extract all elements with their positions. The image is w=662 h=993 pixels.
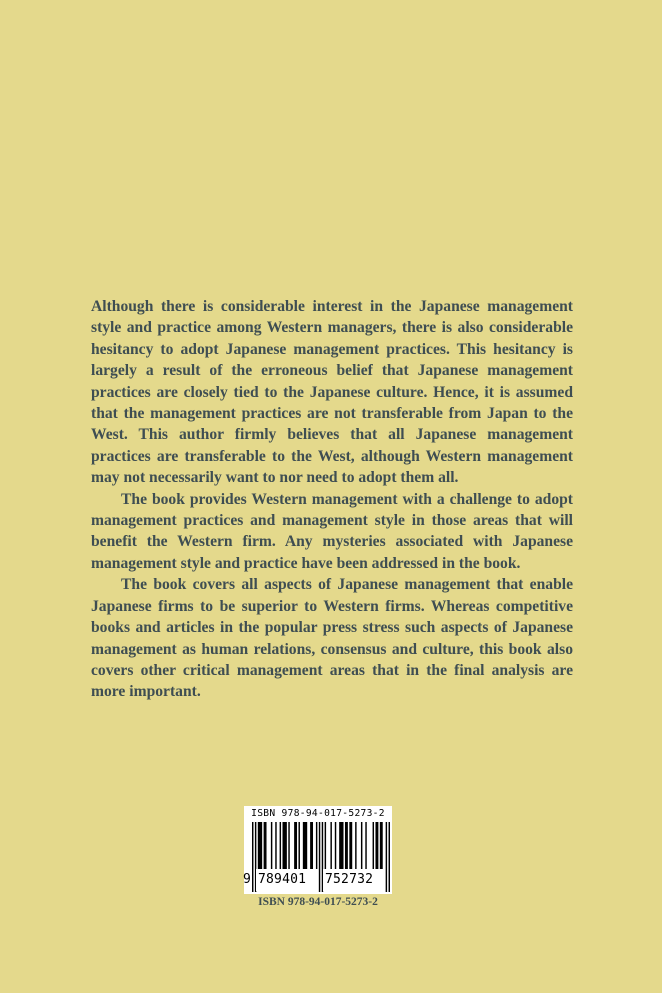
barcode-bar <box>335 822 336 870</box>
barcode-bar <box>280 822 281 870</box>
barcode-digit-lead: 9 <box>243 872 251 887</box>
barcode-bar <box>298 822 299 870</box>
barcode-bar <box>325 822 326 870</box>
barcode-bar <box>283 822 287 870</box>
barcode-bar <box>271 822 272 870</box>
isbn-label-top: ISBN 978-94-017-5273-2 <box>251 808 385 819</box>
barcode-bar <box>361 822 362 870</box>
barcode-bar <box>375 822 378 870</box>
barcode-digit-group-right: 752732 <box>323 869 385 891</box>
barcode-bar <box>365 822 366 870</box>
barcode-bar <box>310 822 313 870</box>
blurb-paragraph-2: The book provides Western management with a challenge to adopt management practices and management style in those areas that will benefit the Western firm. Any mysteries associated with Japanese management style and practice have been addressed in the book. <box>91 490 573 572</box>
barcode-bar <box>319 822 320 892</box>
barcode-bar <box>380 822 383 870</box>
barcode-bar <box>294 822 297 870</box>
barcode-bar <box>316 822 317 870</box>
barcode-bar <box>275 822 276 870</box>
barcode-bar <box>339 822 343 870</box>
barcode-bar <box>258 822 262 870</box>
isbn-barcode <box>244 806 392 894</box>
barcode-bar <box>288 822 289 870</box>
barcode-bar <box>349 822 352 870</box>
blurb-paragraph-3: The book covers all aspects of Japanese management that enable Japanese firms to be superior to Western firms. Whereas competitive books and articles in the popular press stress such aspects of Japanese management as human relations, consensus and culture, this book also covers other critical management areas that in the final analysis are more important. <box>91 576 573 701</box>
barcode-digit-group-left: 789401 <box>256 869 318 891</box>
barcode-bar <box>386 822 387 892</box>
barcode-bar <box>389 822 390 892</box>
barcode-bar <box>373 822 374 870</box>
barcode-bar <box>330 822 331 870</box>
isbn-label-bottom: ISBN 978-94-017-5273-2 <box>258 896 378 908</box>
barcode-bar <box>345 822 348 870</box>
blurb-paragraph-1: Although there is considerable interest in the Japanese management style and practice among Western managers, there is also considerable hesitancy to adopt Japanese management practices. This hesitancy is largely a result of the erroneous belief that Japanese management practices are closely tied to the Japanese culture. Hence, it is assumed that the management practices are not transferable from Japan to the West. This author firmly believes that all Japanese management practices are transferable to the West, although Western management may not necessarily want to nor need to adopt them all. <box>91 298 573 487</box>
barcode-bar <box>355 822 356 870</box>
back-cover-blurb <box>91 296 573 703</box>
barcode-bar <box>303 822 307 870</box>
barcode-bar <box>252 822 253 892</box>
barcode-bar <box>264 822 267 870</box>
